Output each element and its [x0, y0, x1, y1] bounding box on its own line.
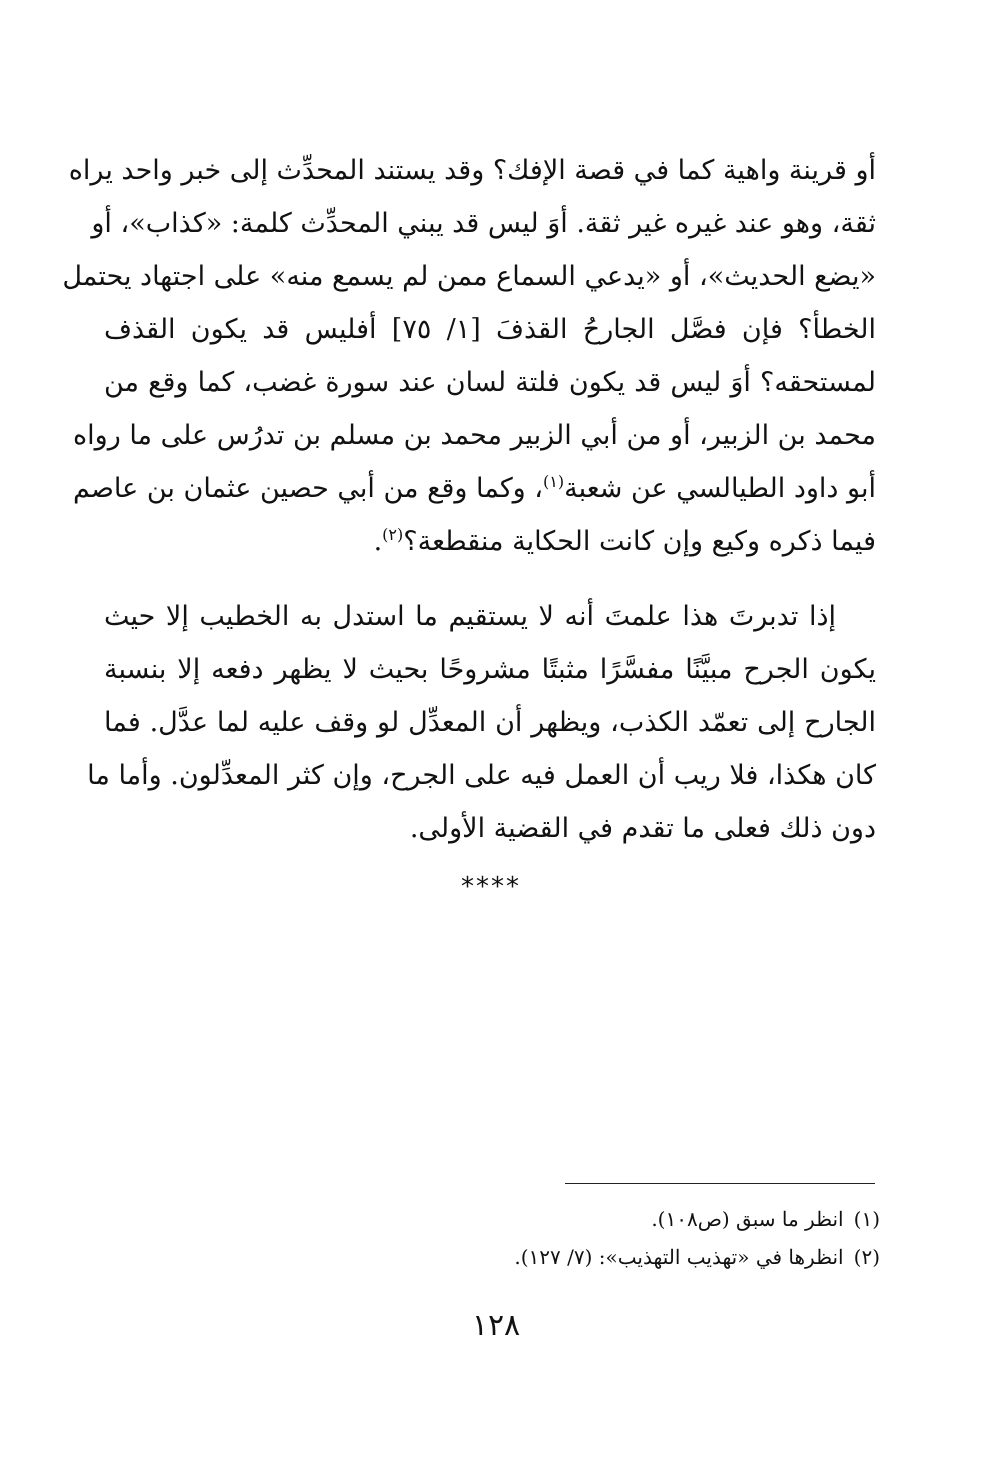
text-line: إذا تدبرتَ هذا علمتَ أنه لا يستقيم ما استدل به الخطيب إلا حيث: [104, 601, 836, 632]
page-number: ١٢٨: [471, 1308, 521, 1343]
text-line: لمستحقه؟ أوَ ليس قد يكون فلتة لسان عند سورة غضب، كما وقع من: [104, 367, 876, 398]
footnote-divider: [565, 1183, 875, 1184]
text-line: يكون الجرح مبيَّنًا مفسَّرًا مثبتًا مشروحًا بحيث لا يظهر دفعه إلا بنسبة: [104, 654, 876, 685]
paragraph-1: [62, 144, 877, 568]
footnote-2: [380, 1238, 880, 1276]
text-line: الخطأ؟ فإن فصَّل الجارحُ القذفَ [١/ ٧٥] أفليس قد يكون القذف: [104, 314, 877, 345]
footnote-text: انظرها في «تهذيب التهذيب»: (٧/ ١٢٧).: [514, 1245, 844, 1269]
footnote-number: (٢): [853, 1245, 880, 1269]
text-line: ثقة، وهو عند غيره غير ثقة. أوَ ليس قد يبني المحدِّث كلمة: «كذاب»، أو: [91, 208, 876, 239]
text-line: محمد بن الزبير، أو من أبي الزبير محمد بن مسلم بن تدرُس على ما رواه: [73, 420, 876, 451]
text-segment: ، وكما وقع من أبي حصين عثمان بن عاصم: [73, 473, 544, 504]
footnote-ref-1: (١): [543, 472, 565, 491]
text-line: [73, 462, 876, 515]
text-segment: أبو داود الطيالسي عن شعبة: [564, 473, 876, 504]
footnote-1: [380, 1200, 880, 1238]
text-line: دون ذلك فعلى ما تقدم في القضية الأولى.: [409, 813, 876, 844]
footnotes: [380, 1200, 880, 1276]
footnote-ref-2: (٢): [382, 525, 404, 544]
text-segment: فيما ذكره وكيع وإن كانت الحكاية منقطعة؟: [403, 526, 876, 557]
section-separator: ****: [461, 872, 521, 902]
text-line: أو قرينة واهية كما في قصة الإفك؟ وقد يستند المحدِّث إلى خبر واحد يراه: [68, 155, 876, 186]
text-line: «يضع الحديث»، أو «يدعي السماع ممن لم يسمع منه» على اجتهاد يحتمل: [62, 261, 876, 292]
text-line: [104, 515, 876, 568]
text-line: الجارح إلى تعمّد الكذب، ويظهر أن المعدِّل لو وقف عليه لما عدَّل. فما: [104, 707, 876, 738]
text-line: كان هكذا، فلا ريب أن العمل فيه على الجرح، وإن كثر المعدِّلون. وأما ما: [87, 760, 876, 791]
paragraph-2: [87, 590, 876, 855]
footnote-text: انظر ما سبق (ص١٠٨).: [651, 1207, 844, 1231]
final-period: .: [373, 526, 383, 557]
footnote-number: (١): [853, 1207, 880, 1231]
